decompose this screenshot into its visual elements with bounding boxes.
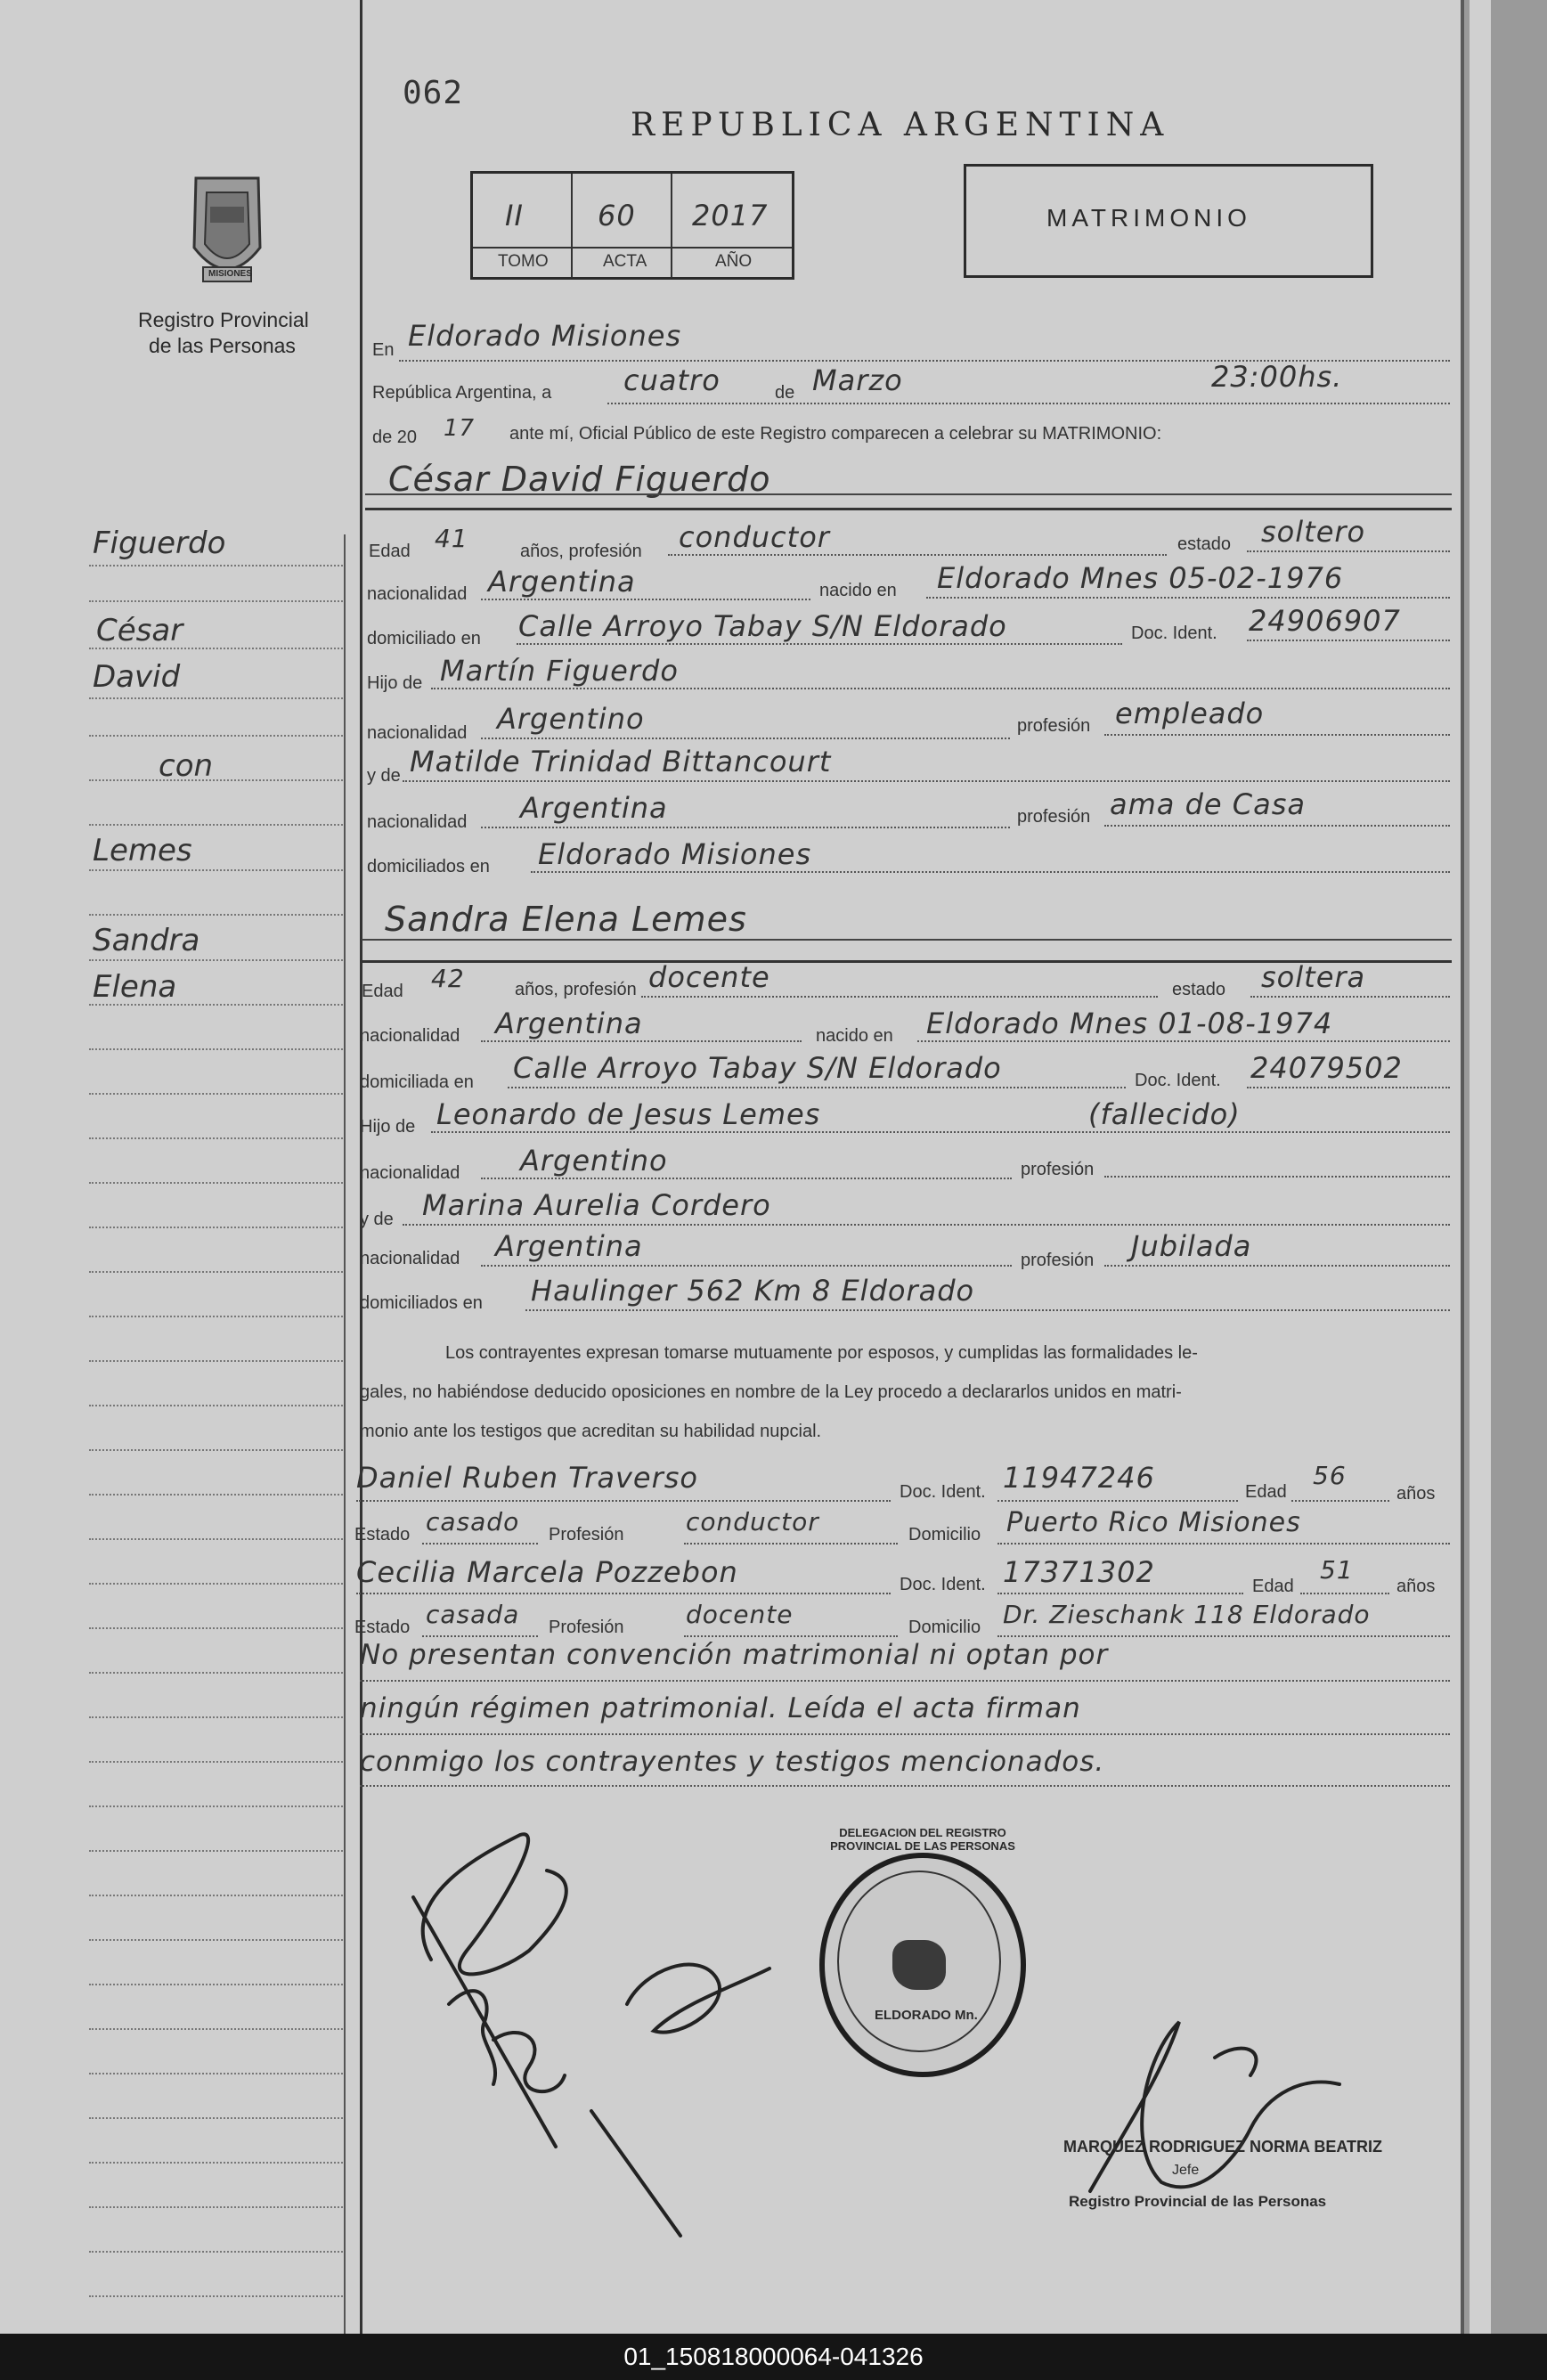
bride-nationality: Argentina [495, 1007, 643, 1040]
witness2-profession-label: Profesión [549, 1618, 624, 1637]
witness2-years-label: años [1396, 1577, 1436, 1596]
groom-doc: 24906907 [1249, 604, 1401, 638]
witness1-status: casado [426, 1507, 520, 1536]
page-right-edge [1461, 0, 1547, 2334]
bride-father: Leonardo de Jesus Lemes [436, 1097, 821, 1131]
registry-line2: de las Personas [149, 334, 296, 357]
page-number: 062 [403, 75, 464, 111]
groom-father-nat-label: nacionalidad [367, 723, 468, 743]
declaration-line3: monio ante los testigos que acreditan su habilidad nupcial. [360, 1422, 822, 1441]
bride-father-label: Hijo de [360, 1117, 416, 1137]
witness2-status: casada [426, 1600, 520, 1629]
margin-note-elena: Elena [93, 969, 177, 1005]
bride-domicile: Calle Arroyo Tabay S/N Eldorado [513, 1051, 1002, 1085]
page-title: REPUBLICA ARGENTINA [631, 107, 1170, 143]
bride-parents-domicile: Haulinger 562 Km 8 Eldorado [531, 1274, 975, 1308]
groom-age: 41 [435, 524, 468, 553]
bride-profession: docente [648, 960, 770, 994]
bride-profession-label: años, profesión [515, 980, 637, 999]
margin-note-firstname: César [96, 613, 183, 648]
witness2-doc-label: Doc. Ident. [900, 1575, 986, 1594]
stamp-center-text: ELDORADO Mn. [875, 2008, 978, 2023]
seal-text: MISIONES [208, 269, 252, 279]
witness1-profession-label: Profesión [549, 1525, 624, 1545]
witness1-doc-label: Doc. Ident. [900, 1482, 986, 1502]
de-label: de [775, 383, 795, 403]
witness1-years-label: años [1396, 1484, 1436, 1504]
bride-father-nat-label: nacionalidad [360, 1163, 460, 1183]
registry-line1: Registro Provincial [138, 308, 309, 331]
witness1-doc: 11947246 [1003, 1461, 1155, 1495]
month-value: Marzo [812, 363, 903, 397]
record-number-box [470, 171, 794, 280]
footer-code: 01_150818000064-041326 [0, 2334, 1547, 2380]
groom-status-label: estado [1177, 534, 1232, 554]
acta-label: ACTA [603, 252, 647, 271]
groom-mother-label: y de [367, 766, 401, 786]
bride-age-label: Edad [362, 982, 403, 1001]
witness1-domicile: Puerto Rico Misiones [1006, 1507, 1301, 1538]
anio-label: AÑO [715, 252, 753, 271]
bride-mother-label: y de [360, 1210, 394, 1229]
witness1-age-label: Edad [1245, 1482, 1287, 1502]
witness2-age-label: Edad [1252, 1577, 1294, 1596]
groom-domicile-label: domiciliado en [367, 629, 481, 648]
year-prefix: de 20 [372, 428, 418, 447]
witness1-age: 56 [1313, 1461, 1347, 1490]
officer-name: MARQUEZ RODRIGUEZ NORMA BEATRIZ [1063, 2138, 1382, 2156]
witness2-doc: 17371302 [1003, 1555, 1155, 1589]
groom-profession: conductor [679, 520, 830, 554]
bride-parents-domicile-label: domiciliados en [360, 1293, 483, 1313]
place-value: Eldorado Misiones [408, 319, 682, 353]
bride-status: soltera [1261, 960, 1366, 994]
stamp-ring-text: DELEGACION DEL REGISTRO PROVINCIAL DE LAS PERSONAS [830, 1826, 1015, 1853]
bride-mother-nat-label: nacionalidad [360, 1249, 460, 1268]
groom-parents-domicile: Eldorado Misiones [538, 837, 812, 871]
groom-age-label: Edad [369, 542, 411, 561]
bride-father-nat: Argentino [520, 1144, 668, 1178]
officer-role: Jefe [1172, 2163, 1200, 2178]
margin-note-surname: Figuerdo [93, 526, 226, 561]
acta-value: 60 [598, 199, 636, 232]
groom-status: soltero [1261, 515, 1366, 549]
tomo-value: II [505, 199, 524, 232]
groom-father-label: Hijo de [367, 673, 423, 693]
margin-note-lemes: Lemes [93, 833, 192, 868]
declaration-line2: gales, no habiéndose deducido oposiciones en nombre de la Ley procedo a declararlos unidos en matri- [360, 1382, 1182, 1402]
republica-label: República Argentina, a [372, 383, 552, 403]
bride-born-label: nacido en [816, 1026, 893, 1046]
note-line2: ningún régimen patrimonial. Leída el acta firman [360, 1692, 1081, 1724]
document-type: MATRIMONIO [1046, 204, 1251, 232]
province-seal [178, 167, 276, 292]
groom-mother-prof-label: profesión [1017, 807, 1091, 827]
note-line3: conmigo los contrayentes y testigos mencionados. [360, 1746, 1105, 1778]
note-line1: No presentan convención matrimonial ni optan por [360, 1639, 1109, 1671]
groom-father-prof: empleado [1115, 697, 1265, 730]
groom-mother-nat-label: nacionalidad [367, 812, 468, 832]
groom-mother-nat: Argentina [520, 791, 668, 825]
registry-stamp [819, 1826, 1026, 2077]
bride-father-prof-label: profesión [1021, 1160, 1095, 1179]
year-suffix: 17 [444, 415, 476, 442]
bride-mother-prof: Jubilada [1131, 1229, 1252, 1263]
witness2-domicile-label: Domicilio [908, 1618, 981, 1637]
groom-mother-prof: ama de Casa [1110, 787, 1306, 821]
en-label: En [372, 340, 395, 360]
witness1-profession: conductor [686, 1507, 819, 1536]
tomo-label: TOMO [498, 252, 549, 271]
margin-note-middlename: David [93, 659, 181, 695]
bride-mother-nat: Argentina [495, 1229, 643, 1263]
bride-name: Sandra Elena Lemes [385, 900, 747, 939]
witness2-name: Cecilia Marcela Pozzebon [356, 1555, 738, 1589]
groom-nationality-label: nacionalidad [367, 584, 468, 604]
witness1-name: Daniel Ruben Traverso [356, 1461, 698, 1495]
witness2-status-label: Estado [354, 1618, 411, 1637]
bride-domicile-label: domiciliada en [360, 1072, 474, 1092]
groom-domicile: Calle Arroyo Tabay S/N Eldorado [518, 609, 1007, 643]
document-type-box [964, 164, 1373, 278]
anio-value: 2017 [692, 199, 769, 232]
officer-registry: Registro Provincial de las Personas [1069, 2193, 1327, 2210]
groom-name: César David Figuerdo [388, 460, 771, 499]
groom-nationality: Argentina [488, 565, 636, 599]
witness2-age: 51 [1320, 1555, 1354, 1585]
bride-nationality-label: nacionalidad [360, 1026, 460, 1046]
bride-mother-prof-label: profesión [1021, 1251, 1095, 1270]
witness2-domicile: Dr. Zieschank 118 Eldorado [1003, 1600, 1371, 1629]
groom-father: Martín Figuerdo [440, 654, 679, 688]
groom-doc-label: Doc. Ident. [1131, 624, 1217, 643]
groom-father-prof-label: profesión [1017, 716, 1091, 736]
bride-age: 42 [431, 964, 465, 993]
bride-born: Eldorado Mnes 01-08-1974 [926, 1007, 1333, 1040]
day-value: cuatro [623, 363, 721, 397]
witness1-status-label: Estado [354, 1525, 411, 1545]
witness2-profession: docente [686, 1600, 794, 1629]
groom-parents-domicile-label: domiciliados en [367, 857, 490, 876]
bride-status-label: estado [1172, 980, 1226, 999]
intro-sentence: ante mí, Oficial Público de este Registro comparecen a celebrar su MATRIMONIO: [509, 424, 1162, 444]
time-value: 23:00hs. [1211, 360, 1343, 394]
bride-doc-label: Doc. Ident. [1135, 1071, 1221, 1090]
witness1-domicile-label: Domicilio [908, 1525, 981, 1545]
margin-divider-second [344, 534, 346, 2334]
groom-born: Eldorado Mnes 05-02-1976 [937, 561, 1344, 595]
bride-mother: Marina Aurelia Cordero [422, 1188, 771, 1222]
margin-note-con: con [159, 748, 214, 784]
groom-father-nat: Argentino [497, 702, 645, 736]
bride-father-note: (fallecido) [1088, 1097, 1241, 1131]
groom-mother: Matilde Trinidad Bittancourt [410, 745, 832, 778]
groom-born-label: nacido en [819, 581, 897, 600]
groom-profession-label: años, profesión [520, 542, 642, 561]
margin-note-sandra: Sandra [93, 923, 200, 958]
bride-doc: 24079502 [1250, 1051, 1403, 1085]
declaration-line1: Los contrayentes expresan tomarse mutuamente por esposos, y cumplidas las formalidades le- [445, 1343, 1198, 1363]
